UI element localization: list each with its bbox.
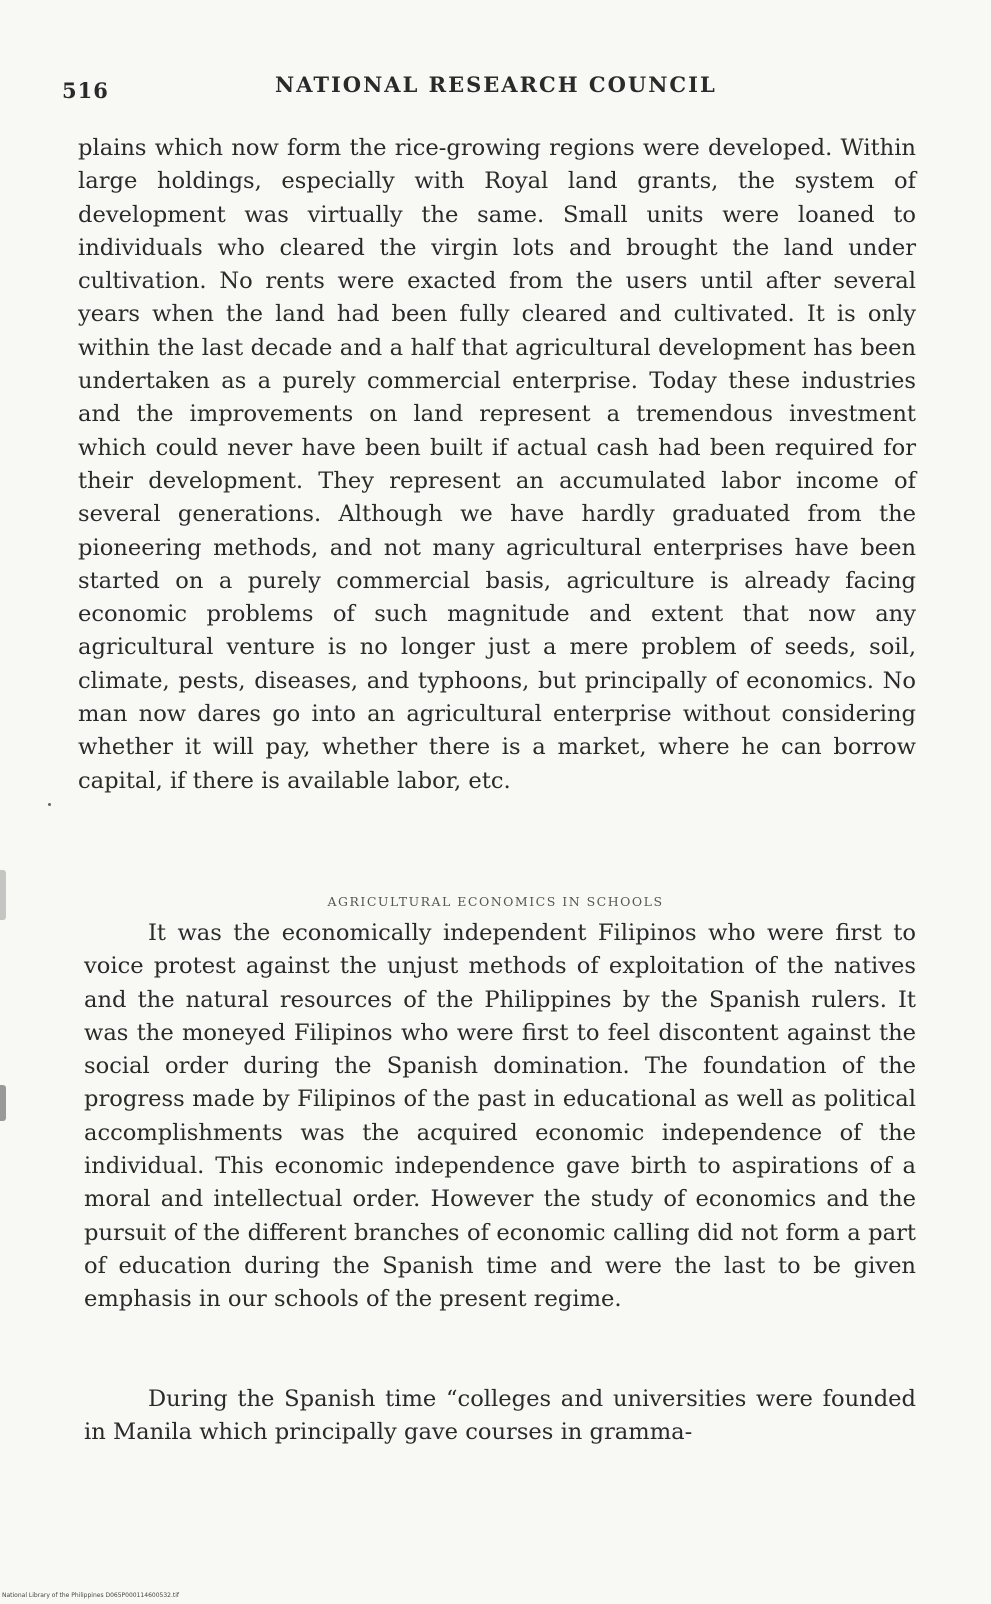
paragraph-3-text: During the Spanish time “colleges and universities were founded in Manila which principally gave courses in gramma- (84, 1386, 916, 1446)
page-number: 516 (62, 78, 109, 103)
paragraph-1-text: plains which now form the rice-growing regions were developed. Within large holdings, especially with Royal land grants, the system of development was virtually the same. Small units were loaned to individuals who cleared the virgin lots and brought the land under cultivation. No rents were exacted from the users until after several years when the land had been fully cleared and cultivated. It is only within the last decade and a half that agricultural development has been undertaken as a purely commercial enterprise. Today these industries and the improvements on land represent a tremendous investment which could never have been built if actual cash had been required for their development. They represent an accumulated labor income of several generations. Although we have hardly graduated from the pioneering methods, and not many agricultural enterprises have been started on a purely commercial basis, agriculture is already facing economic problems of such magnitude and extent that now any agricultural venture is no longer just a mere problem of seeds, soil, climate, pests, diseases, and typhoons, but principally of economics. No man now dares go into an agricultural enterprise without considering whether it will pay, whether there is a market, where he can borrow capital, if there is available labor, etc. (78, 135, 916, 794)
margin-smudge-top (0, 870, 6, 920)
running-head: NATIONAL RESEARCH COUNCIL (275, 72, 717, 97)
paragraph-3 (84, 1383, 916, 1450)
paragraph-1 (78, 132, 916, 798)
paragraph-2-text: It was the economically independent Filipinos who were first to voice protest against the unjust methods of exploitation of the natives and the natural resources of the Philippines by the Spanish rulers. It was the moneyed Filipinos who were first to feel discontent against the social order during the Spanish domination. The foundation of the progress made by Filipinos of the past in educational as well as political accomplishments was the acquired economic independence of the individual. This economic independence gave birth to aspirations of a moral and intellectual order. However the study of economics and the pursuit of the different branches of economic calling did not form a part of education during the Spanish time and were the last to be given emphasis in our schools of the present regime. (84, 920, 916, 1313)
margin-dot (48, 803, 51, 806)
paragraph-2 (84, 917, 916, 1317)
scan-footer: National Library of the Philippines D065P000114600532.tif (2, 1592, 180, 1599)
margin-smudge-bottom (0, 1085, 6, 1121)
section-heading: AGRICULTURAL ECONOMICS IN SCHOOLS (327, 894, 664, 909)
